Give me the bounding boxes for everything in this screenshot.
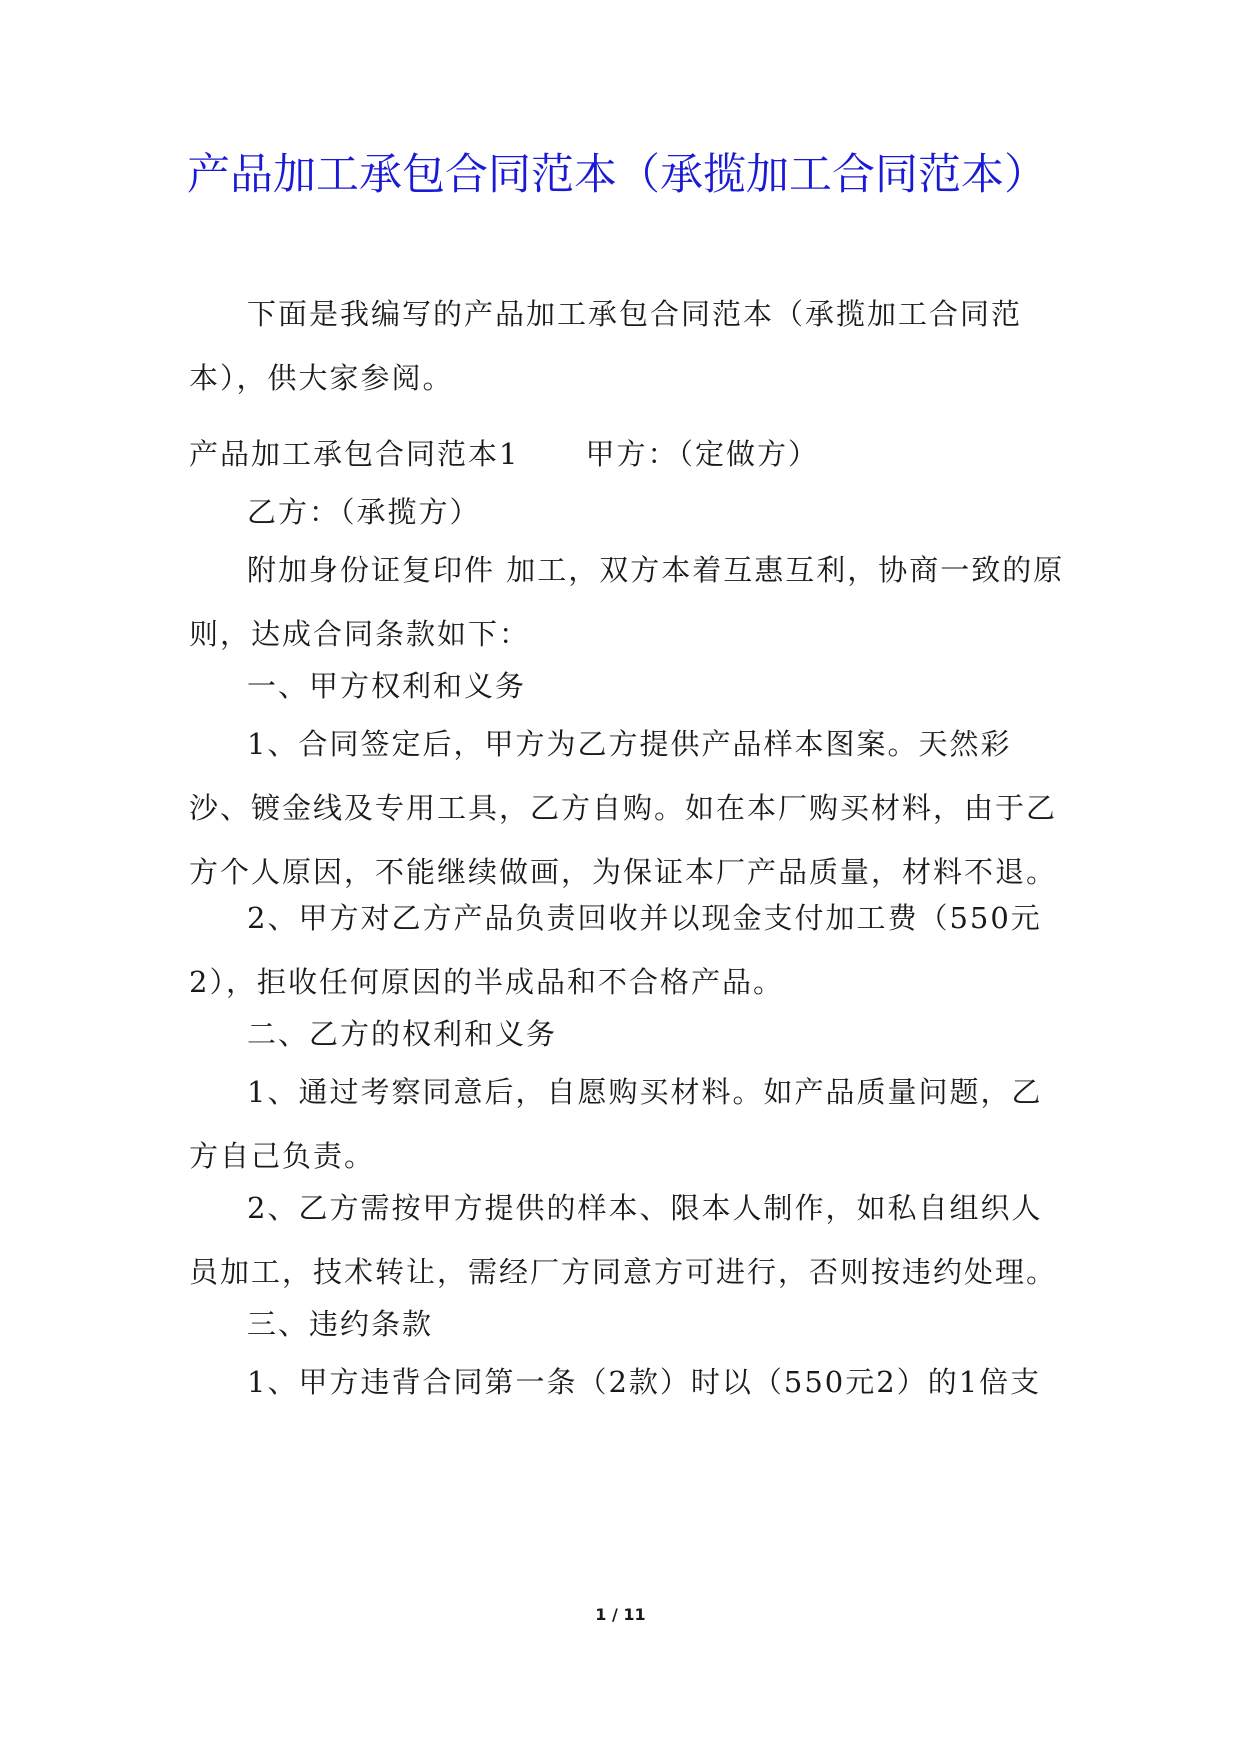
page-number: 1 / 11 xyxy=(595,1605,646,1624)
preamble-paragraph: 附加身份证复印件 加工，双方本着互惠互利，协商一致的原则，达成合同条款如下： xyxy=(189,553,1065,651)
clause-2-1: 1、通过考察同意后，自愿购买材料。如产品质量问题，乙方自己负责。 xyxy=(189,1075,1043,1173)
clause-1-2: 2、甲方对乙方产品负责回收并以现金支付加工费（550元2），拒收任何原因的半成品和不合格产品。 xyxy=(189,901,1042,999)
document-title: 产品加工承包合同范本（承揽加工合同范本） xyxy=(187,150,1047,200)
clause-2-2: 2、乙方需按甲方提供的样本、限本人制作，如私自组织人员加工，技术转让，需经厂方同意方可进行，否则按违约处理。 xyxy=(189,1191,1058,1289)
intro-paragraph: 下面是我编写的产品加工承包合同范本（承揽加工合同范本），供大家参阅。 xyxy=(189,297,1023,395)
party-a: 甲方：（定做方） xyxy=(585,437,819,471)
clause-1-heading: 一、甲方权利和义务 xyxy=(247,669,527,703)
section-heading: 产品加工承包合同范本1 xyxy=(189,437,520,471)
clause-3-1: 1、甲方违背合同第一条（2款）时以（550元2）的1倍支 xyxy=(247,1365,1042,1399)
section-heading-line xyxy=(189,422,819,486)
clause-3-heading: 三、违约条款 xyxy=(247,1307,434,1341)
clause-2-heading: 二、乙方的权利和义务 xyxy=(247,1017,558,1051)
clause-1-1: 1、合同签定后，甲方为乙方提供产品样本图案。天然彩沙、镀金线及专用工具，乙方自购。如在本厂购买材料，由于乙方个人原因，不能继续做画，为保证本厂产品质量，材料不退。 xyxy=(189,727,1058,889)
party-b: 乙方：（承揽方） xyxy=(247,495,481,529)
